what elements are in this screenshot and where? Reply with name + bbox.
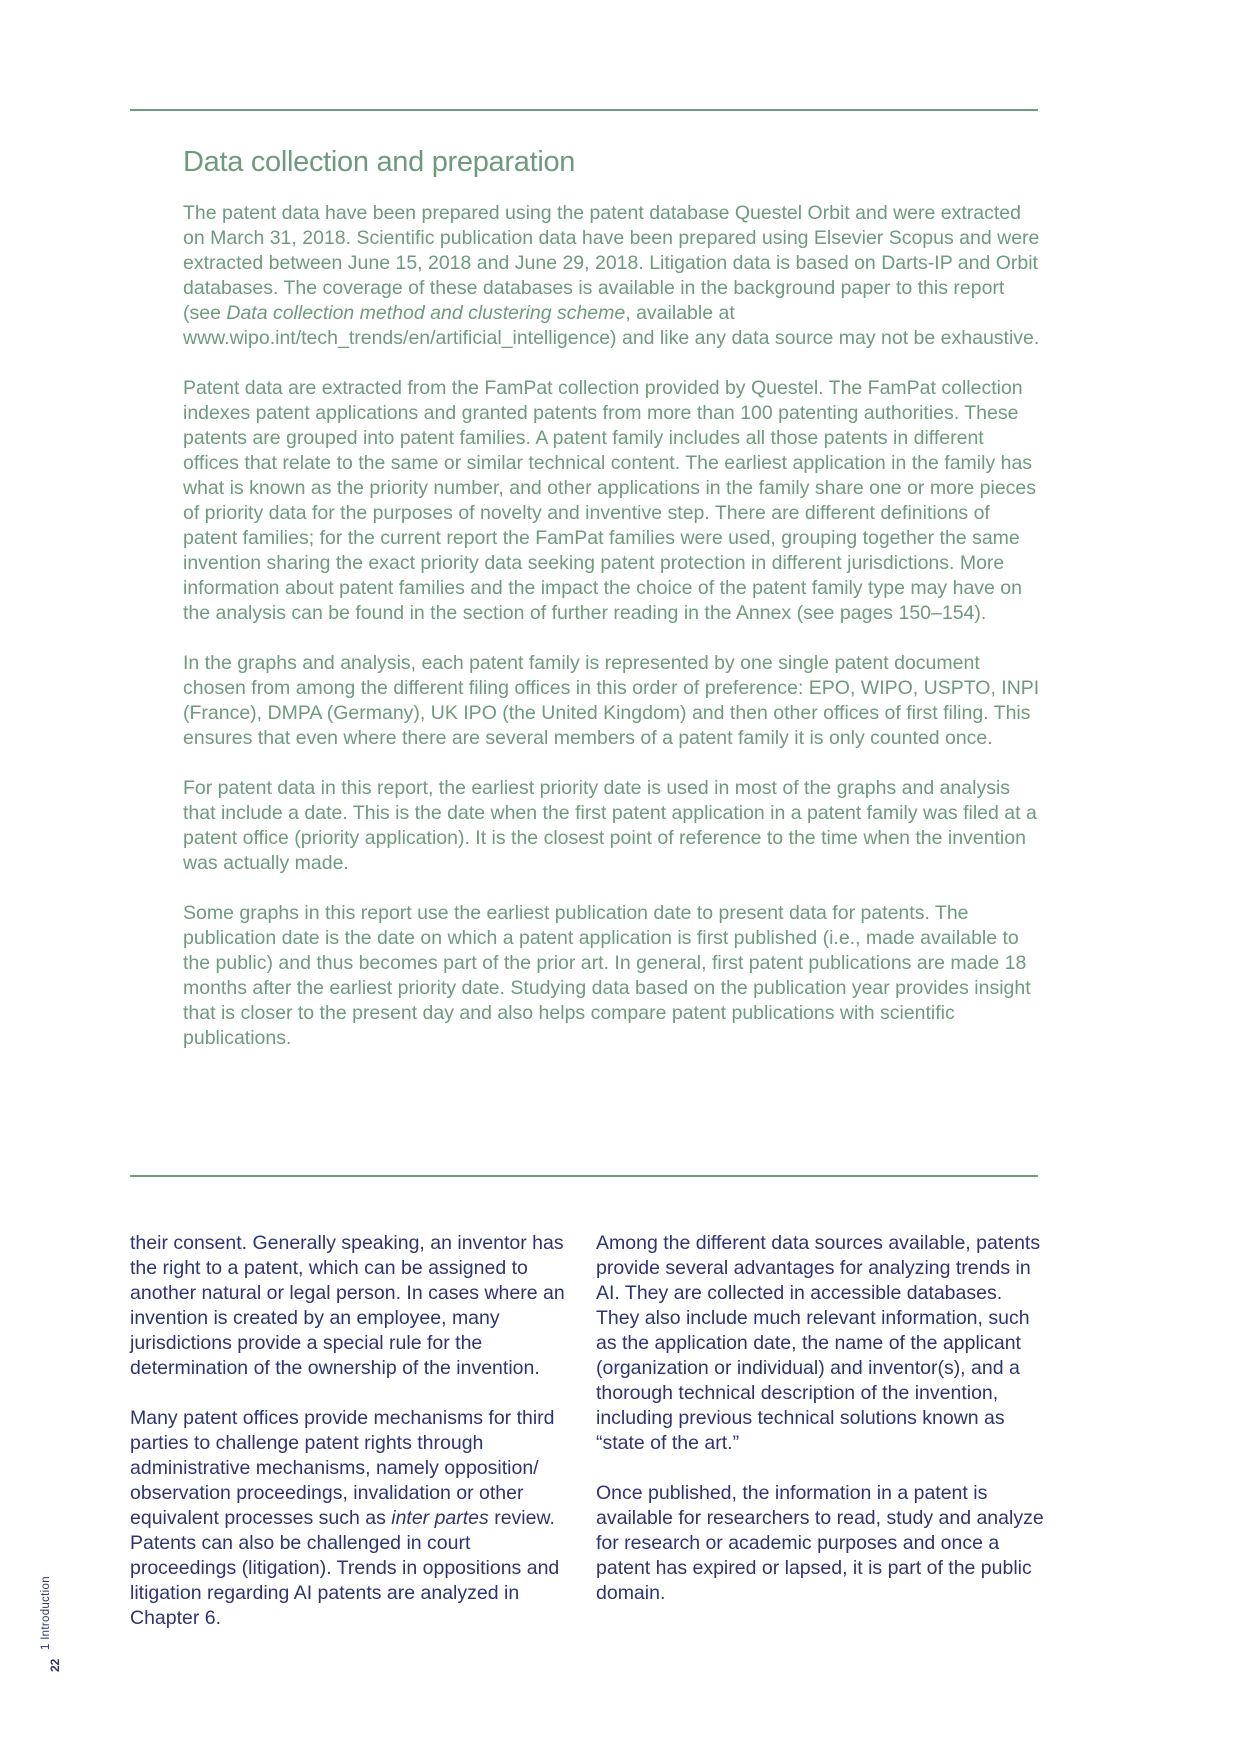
left-paragraph-1: their consent. Generally speaking, an inventor has the right to a patent, which can be assigned to another natural or legal person. In cases where an invention is created by an employee, many jurisdictions provide a special rule for the determination of the ownership of the invention.: [130, 1232, 565, 1379]
box-heading: Data collection and preparation: [183, 146, 576, 178]
right-paragraph-1: Among the different data sources available, patents provide several advantages for analyzing trends in AI. They are collected in accessible databases. They also include much relevant information, such as the application date, the name of the applicant (organization or individual) and inventor(s), and a thorough technical description of the invention, including previous technical solutions known as “state of the art.”: [596, 1232, 1041, 1454]
box-p1-text-a: The patent data have been prepared using the patent database Questel Orbit and were extracted on March 31, 2018. Scientific publication data have been prepared using Elsevier Scopus and were extracted between June 15, 2018 and June 29, 2018. Litigation data is based on Darts-IP and Orbit databases. The coverage of these databases is available in the background paper to this report (see: [183, 202, 1040, 324]
right-column: [596, 1231, 1046, 1631]
right-paragraph-2: Once published, the information in a patent is available for researchers to read, study and analyze for research or academic purposes and once a patent has expired or lapsed, it is part of the public domain.: [596, 1482, 1044, 1604]
page-number: 22: [48, 1658, 62, 1672]
box-paragraph-5: Some graphs in this report use the earliest publication date to present data for patents. The publication date is the date on which a patent application is first published (i.e., made available to the public) and thus becomes part of the prior art. In general, first patent publications are made 18 months after the earliest priority date. Studying data based on the publication year provides insight that is closer to the present day and also helps compare patent publications with scientific publications.: [183, 902, 1031, 1049]
box-paragraph-2: Patent data are extracted from the FamPat collection provided by Questel. The FamPat collection indexes patent applications and granted patents from more than 100 patenting authorities. These patents are grouped into patent families. A patent family includes all those patents in different offices that relate to the same or similar technical content. The earliest application in the family has what is known as the priority number, and other applications in the family share one or more pieces of priority data for the purposes of novelty and inventive step. There are different definitions of patent families; for the current report the FamPat families were used, grouping together the same invention sharing the exact priority data seeking patent protection in different jurisdictions. More information about patent families and the impact the choice of the patent family type may have on the analysis can be found in the section of further reading in the Annex (see pages 150–154).: [183, 377, 1037, 624]
box-top-rule: [130, 109, 1038, 111]
chapter-label: 1 Introduction: [40, 1576, 52, 1650]
box-paragraph-3: In the graphs and analysis, each patent family is represented by one single patent document chosen from among the different filing offices in this order of preference: EPO, WIPO, USPTO, INPI (France), DMPA (Germany), UK IPO (the United Kingdom) and then other offices of first filing. This ensures that even where there are several members of a patent family it is only counted once.: [183, 652, 1040, 749]
left-p2-italic: inter partes: [391, 1507, 489, 1529]
box-p1-text-b: , available at www.wipo.int/tech_trends/en/artificial_intelligence) and like any data source may not be exhaustive.: [183, 302, 1040, 349]
box-bottom-rule: [130, 1175, 1038, 1177]
box-paragraph-1: [183, 201, 1043, 351]
left-column: [130, 1231, 578, 1656]
left-p2-text-b: review. Patents can also be challenged in court proceedings (litigation). Trends in oppositions and litigation regarding AI patents are analyzed in Chapter 6.: [130, 1507, 560, 1629]
left-p2-text-a: Many patent offices provide mechanisms for third parties to challenge patent rights through administrative mechanisms, namely opposition/ observation proceedings, invalidation or other equivalent processes such as: [130, 1407, 555, 1529]
box-p1-italic: Data collection method and clustering scheme: [226, 302, 626, 324]
left-paragraph-2: [130, 1406, 578, 1631]
box-paragraph-4: For patent data in this report, the earliest priority date is used in most of the graphs and analysis that include a date. This is the date when the first patent application in a patent family was filed at a patent office (priority application). It is the closest point of reference to the time when the invention was actually made.: [183, 777, 1037, 874]
data-collection-box: [183, 143, 1043, 1076]
